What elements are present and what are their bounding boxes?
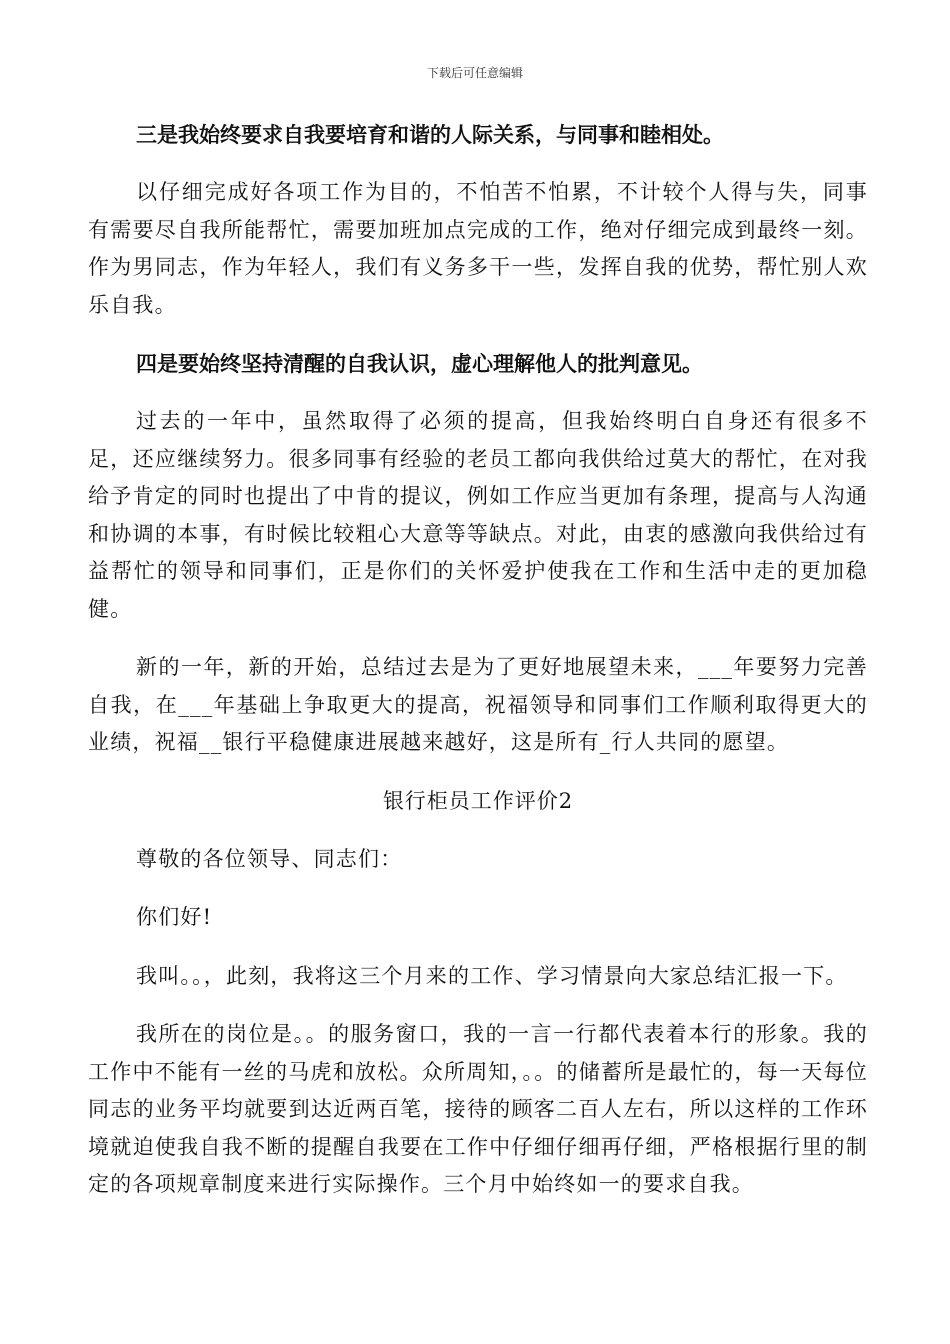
paragraph-intro: 我叫。。，此刻，我将这三个月来的工作、学习情景向大家总结汇报一下。 (136, 963, 848, 988)
point-four-heading: 四是要始终坚持清醒的自我认识，虚心理解他人的批判意见。 (136, 351, 703, 376)
paragraph-position: 我所在的岗位是。。的服务窗口，我的一言一行都代表着本行的形象。我的工作中不能有一丝的马虎和放松。众所周知，。。的储蓄所是最忙的，每一天每位同志的业务平均就要到达近两百笔，接待的顾客二百人左右，所以这样的工作环境就迫使我自我不断的提醒自我要在工作中仔细仔细再仔细，严格根据行里的制定的各项规章制度来进行实际操作。三个月中始终如一的要求自我。 (88, 1022, 868, 1196)
document-body (88, 116, 868, 1225)
salutation: 尊敬的各位领导、同志们： (136, 846, 403, 871)
section-title: 银行柜员工作评价2 (382, 788, 574, 813)
page-header: 下载后可任意编辑 (426, 66, 523, 80)
point-three-heading: 三是我始终要求自我要培育和谐的人际关系，与同事和睦相处。 (136, 122, 724, 147)
paragraph-new-year: 新的一年，新的开始，总结过去是为了更好地展望未来，___年要努力完善自我，在___年基础上争取更大的提高，祝福领导和同事们工作顺利取得更大的业绩，祝福__银行平稳健康进展越来越好，这是所有_行人共同的愿望。 (88, 655, 868, 754)
paragraph-work-attitude: 以仔细完成好各项工作为目的，不怕苦不怕累，不计较个人得与失，同事有需要尽自我所能帮忙，需要加班加点完成的工作，绝对仔细完成到最终一刻。作为男同志，作为年轻人，我们有义务多干一些，发挥自我的优势，帮忙别人欢乐自我。 (88, 180, 868, 317)
greeting: 你们好! (136, 905, 213, 929)
paragraph-self-reflection: 过去的一年中，虽然取得了必须的提高，但我始终明白自身还有很多不足，还应继续努力。很多同事有经验的老员工都向我供给过莫大的帮忙，在对我给予肯定的同时也提出了中肯的提议，例如工作应当更加有条理，提高与人沟通和协调的本事，有时候比较粗心大意等等缺点。对此，由衷的感激向我供给过有益帮忙的领导和同事们，正是你们的关怀爱护使我在工作和生活中走的更加稳健。 (88, 409, 868, 621)
